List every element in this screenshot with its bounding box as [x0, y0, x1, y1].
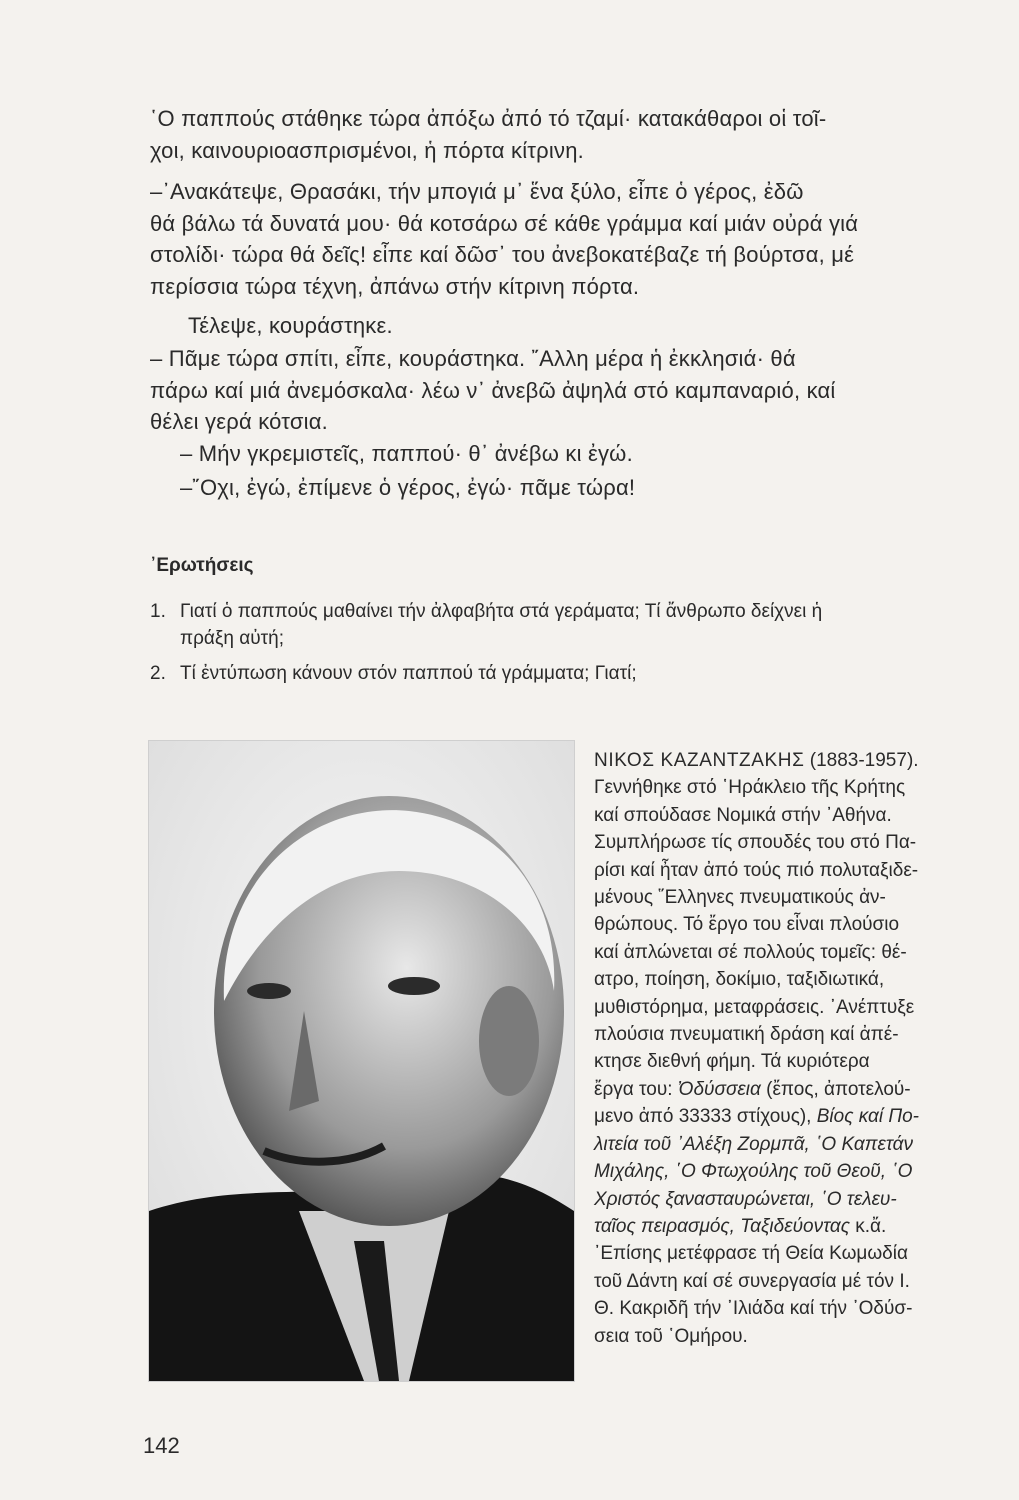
- questions-heading: ᾿Ερωτήσεις: [150, 555, 254, 576]
- question-number: 1.: [150, 601, 166, 622]
- author-portrait-photo: [148, 740, 575, 1382]
- portrait-image: [149, 741, 574, 1381]
- author-years: (1883-1957).: [809, 750, 919, 771]
- paragraph-1: ῾Ο παππούς στάθηκε τώρα ἀπόξω ἀπό τό τζαμί· κατακάθαροι οἱ τοῖ- χοι, καινουριοασπρισμένοι, ἡ πόρτα κίτρινη.: [150, 106, 827, 163]
- question-text: Τί ἐντύπωση κάνουν στόν παππού τά γράμματα; Γιατί;: [180, 663, 637, 684]
- works-list: Βίος καί Πο- λιτεία τοῦ ᾿Αλέξη Ζορμπᾶ, ῾Ο Καπετάν Μιχάλης, ῾Ο Φτωχούλης τοῦ Θεοῦ, ῾Ο Χριστός ξανασταυρώνεται, ῾Ο τελευ- ταῖος πειρασμός, Ταξιδεύοντας: [594, 1106, 919, 1237]
- question-text: Γιατί ὁ παππούς μαθαίνει τήν ἀλφαβήτα στά γεράματα; Τί ἄνθρωπο δείχνει ἡ πράξη αὐτή;: [180, 601, 823, 649]
- question-number: 2.: [150, 663, 166, 684]
- paragraph-4: – Πᾶμε τώρα σπίτι, εἶπε, κουράστηκα. ῎Αλλη μέρα ἡ ἐκκλησιά· θά πάρω καί μιά ἀνεμόσκαλα· λέω ν᾿ ἀνεβῶ ἀψηλά στό καμπαναριό, καί θέλει γερά κότσια.: [150, 346, 836, 434]
- bio-outro: κ.ἄ. ᾿Επίσης μετέφρασε τή Θεία Κωμωδία τοῦ Δάντη καί σέ συνεργασία μέ τόν Ι. Θ. Κακριδῆ τήν ᾿Ιλιάδα καί τήν ᾿Οδύσ- σεια τοῦ ῾Ομήρου.: [594, 1215, 913, 1347]
- paragraph-5: – Μήν γκρεμιστεῖς, παππού· θ᾿ ἀνέβω κι ἐγώ.: [180, 441, 633, 466]
- bio-work-note: (ἔπος, ἀποτελού- μενο ἀπό 33333 στίχους),: [594, 1078, 911, 1128]
- paragraph-2: –᾿Ανακάτεψε, Θρασάκι, τήν μπογιά μ᾿ ἕνα ξύλο, εἶπε ὁ γέρος, ἐδῶ θά βάλω τά δυνατά μου· θά κοτσάρω σέ κάθε γράμμα καί μιάν οὐρά γιά στολίδι· τώρα θά δεῖς! εἶπε καί δῶσ᾿ του ἀνεβοκατέβαζε τή βούρτσα, μέ περίσσια τώρα τέχνη, ἀπάνω στήν κίτρινη πόρτα.: [150, 179, 859, 299]
- paragraph-6: –῎Οχι, ἐγώ, ἐπίμενε ὁ γέρος, ἐγώ· πᾶμε τώρα!: [180, 475, 636, 500]
- work-odyssey: Ὀδύσσεια: [677, 1078, 761, 1100]
- paragraph-3: Τέλεψε, κουράστηκε.: [188, 313, 393, 338]
- author-biography: [594, 747, 994, 1350]
- page-number: 142: [143, 1433, 180, 1458]
- bio-intro: Γεννήθηκε στό ῾Ηράκλειο τῆς Κρήτης καί σπούδασε Νομικά στήν ᾿Αθήνα. Συμπλήρωσε τίς σπουδές του στό Πα- ρίσι καί ἦταν ἀπό τούς πιό πολυταξιδε- μένους ῞Ελληνες πνευματικούς ἀν- θρώπους. Τό ἔργο του εἶναι πλούσιο καί ἁπλώνεται σέ πολλούς τομεῖς: θέ- ατρο, ποίηση, δοκίμιο, ταξιδιωτικά, μυθιστόρημα, μεταφράσεις. ᾿Ανέπτυξε πλούσια πνευματική δράση καί ἀπέ- κτησε διεθνή φήμη. Τά κυριότερα ἔργα του:: [594, 777, 919, 1100]
- author-name: ΝΙΚΟΣ ΚΑΖΑΝΤΖΑΚΗΣ: [594, 750, 805, 771]
